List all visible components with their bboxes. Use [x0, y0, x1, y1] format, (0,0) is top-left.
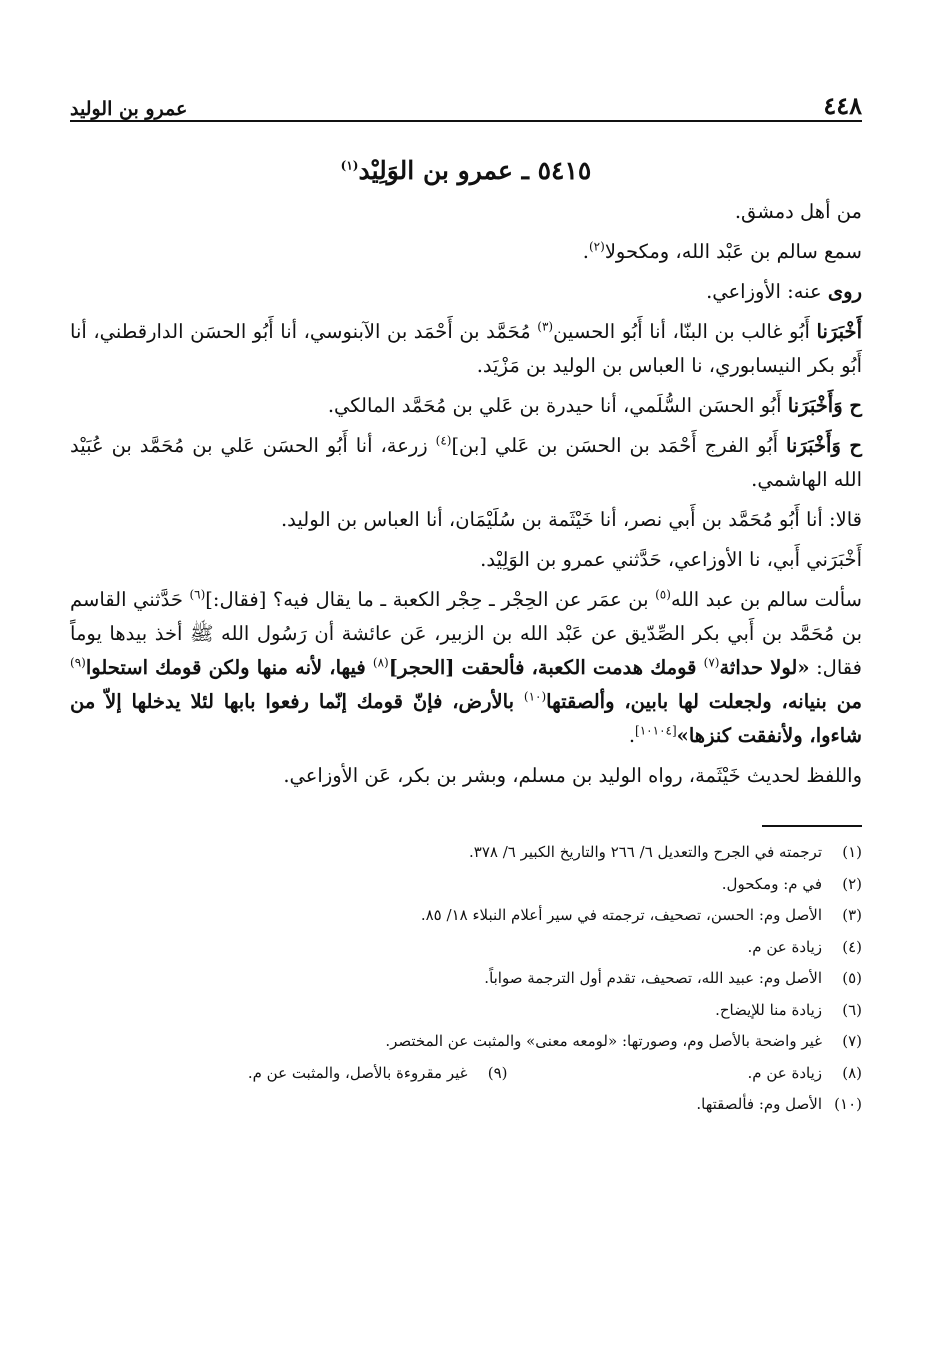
footnotes — [70, 837, 862, 1121]
footnote-text: ترجمته في الجرح والتعديل ٦/ ٢٦٦ والتاريخ الكبير ٦/ ٣٧٨. — [469, 843, 822, 861]
text-segment: بالأرض، فإنّ قومك إنّما رفعوا بابها لئلا يدخلها إلاّ من شاءوا، ولأنفقت كنزها» — [70, 690, 862, 747]
footnote-number: (٦) — [842, 1000, 862, 1019]
footnote-text: الأصل وم: فألصقتها. — [696, 1095, 822, 1113]
text-segment: مُحَمَّد بن أَحْمَد بن الآبنوسي، أنا أَبُو الحسَن الدارقطني، أنا أَبُو بكر النيسابوري، نا العباس بن الوليد بن مَزْيَد. — [70, 320, 862, 377]
paragraph — [70, 543, 862, 577]
text-segment: عنه: الأوزاعي. — [706, 280, 828, 303]
footnote-ref: (٢) — [588, 239, 605, 254]
footnote — [70, 995, 862, 1027]
footnote-ref: [١٠١٠٤] — [635, 723, 677, 738]
text-segment: قومك هدمت الكعبة، فألحقت [الحجر] — [388, 656, 704, 679]
text-segment: سمع سالم بن عَبْد الله، ومكحولا — [604, 240, 862, 263]
text-segment: سألت سالم بن عبد الله — [670, 588, 862, 611]
footnote-number: (٥) — [842, 969, 862, 987]
footnote-ref: (٣) — [537, 319, 554, 334]
text-segment: ح وَأَخْبَرَنا — [787, 394, 862, 417]
page-header — [70, 80, 862, 122]
footnote — [70, 1089, 862, 1121]
paragraph — [70, 235, 862, 269]
footnote-text: زيادة عن م. — [747, 937, 822, 956]
footnote-text: غير واضحة بالأصل وم، وصورتها: «لومعه معنى» والمثبت عن المختصر. — [385, 1032, 822, 1050]
text-segment: من أهل دمشق. — [734, 200, 862, 223]
footnote-ref: (٨) — [372, 655, 389, 670]
book-page — [70, 80, 862, 1121]
footnote-ref: (١٠) — [523, 689, 547, 704]
footnote — [70, 869, 862, 901]
text-segment: ح وَأَخْبَرَنا — [785, 434, 863, 457]
text-segment: واللفظ لحديث خَيْثَمة، رواه الوليد بن مسلم، وبشر بن بكر، عَن الأوزاعي. — [283, 764, 862, 787]
footnote-number: (٤) — [842, 937, 862, 956]
text-segment: أَخْبَرَني أَبي، نا الأوزاعي، حَدَّثني عمرو بن الوَلِيْد. — [480, 548, 862, 571]
footnote-number: (١) — [842, 843, 862, 861]
footnote-number: (٢) — [842, 874, 862, 893]
footnote-number: (٨) — [842, 1063, 862, 1082]
text-segment: فيها، لأنه منها ولكن قومك استحلوا — [85, 656, 373, 679]
text-segment: . — [628, 724, 636, 747]
page-number: ٤٤٨ — [823, 91, 862, 120]
footnote — [248, 1058, 508, 1090]
text-segment: روى — [827, 280, 862, 303]
footnote-ref: (٦) — [189, 587, 206, 602]
footnote — [70, 1026, 862, 1058]
footnote — [70, 932, 862, 964]
footnote-text: في م: ومكحول. — [721, 874, 822, 893]
text-segment: أَبُو الحسَن السُّلَمي، أنا حيدرة بن عَلي بن مُحَمَّد المالكي. — [327, 394, 788, 417]
entry-title — [70, 156, 862, 185]
footnote-pair — [70, 1058, 862, 1090]
footnote-ref: (٧) — [703, 655, 720, 670]
text-segment: أَبُو الفرج أَحْمَد بن الحسَن بن عَلي [بن] — [451, 434, 786, 457]
footnote-text: الأصل وم: عبيد الله، تصحيف، تقدم أول الترجمة صواباً. — [484, 969, 822, 987]
paragraph — [70, 275, 862, 309]
footnote-ref: (٤) — [435, 433, 452, 448]
footnote — [70, 837, 862, 869]
footnote-ref: (٩) — [70, 655, 86, 670]
footnote-text: الأصل وم: الحسن، تصحيف، ترجمته في سير أعلام النبلاء ١٨/ ٨٥. — [420, 906, 822, 924]
text-segment: زرعة، أنا أَبُو الحسَن عَلي بن مُحَمَّد بن عُبَيْد الله الهاشمي. — [70, 434, 862, 491]
paragraph — [70, 503, 862, 537]
footnote — [70, 963, 862, 995]
text-segment: من بنيانه، ولجعلت لها بابين، وألصقتها — [546, 690, 862, 713]
footnote-ref: (٥) — [655, 587, 671, 602]
text-segment: حَدَّثني القاسم بن مُحَمَّد بن أَبي بكر الصِّدّيق عن عَبْد الله بن الزبير، عَن عائشة أن رَسُول الله ﷺ أخذ بيدها يوماً فقال: — [70, 588, 862, 679]
text-segment: أَبُو غالب بن البنّا، أنا أَبُو الحسين — [553, 320, 817, 343]
footnote-separator — [762, 825, 862, 827]
footnote-number: (٩) — [487, 1063, 508, 1082]
footnote-text: زيادة عن م. — [747, 1063, 822, 1082]
entry-title-text: ٥٤١٥ ـ عمرو بن الوَلِيْد — [358, 156, 592, 185]
running-head: عمرو بن الوليد — [70, 98, 188, 120]
footnote-number: (٣) — [842, 906, 862, 924]
footnote — [70, 900, 862, 932]
text-segment: «لولا حداثة — [719, 656, 810, 679]
footnote-number: (٧) — [842, 1032, 862, 1050]
footnote — [748, 1058, 863, 1090]
text-segment: قالا: أنا أَبُو مُحَمَّد بن أَبي نصر، أنا خَيْثَمة بن سُلَيْمَان، أنا العباس بن الوليد. — [280, 508, 862, 531]
text-segment: أَخْبَرَنا — [816, 320, 863, 343]
paragraph — [70, 429, 862, 497]
entry-title-note: (١) — [340, 158, 359, 173]
paragraph — [70, 389, 862, 423]
body-text — [70, 195, 862, 793]
text-segment: . — [582, 240, 589, 263]
footnote-text: زيادة منا للإيضاح. — [715, 1000, 822, 1019]
paragraph — [70, 315, 862, 383]
footnote-text: غير مقروءة بالأصل، والمثبت عن م. — [247, 1063, 468, 1082]
text-segment: بن عمَر عن الحِجْر ـ حِجْر الكعبة ـ ما يقال فيه؟ [فقال:] — [205, 588, 656, 611]
paragraph — [70, 583, 862, 753]
paragraph — [70, 759, 862, 793]
footnote-number: (١٠) — [834, 1095, 862, 1113]
paragraph — [70, 195, 862, 229]
